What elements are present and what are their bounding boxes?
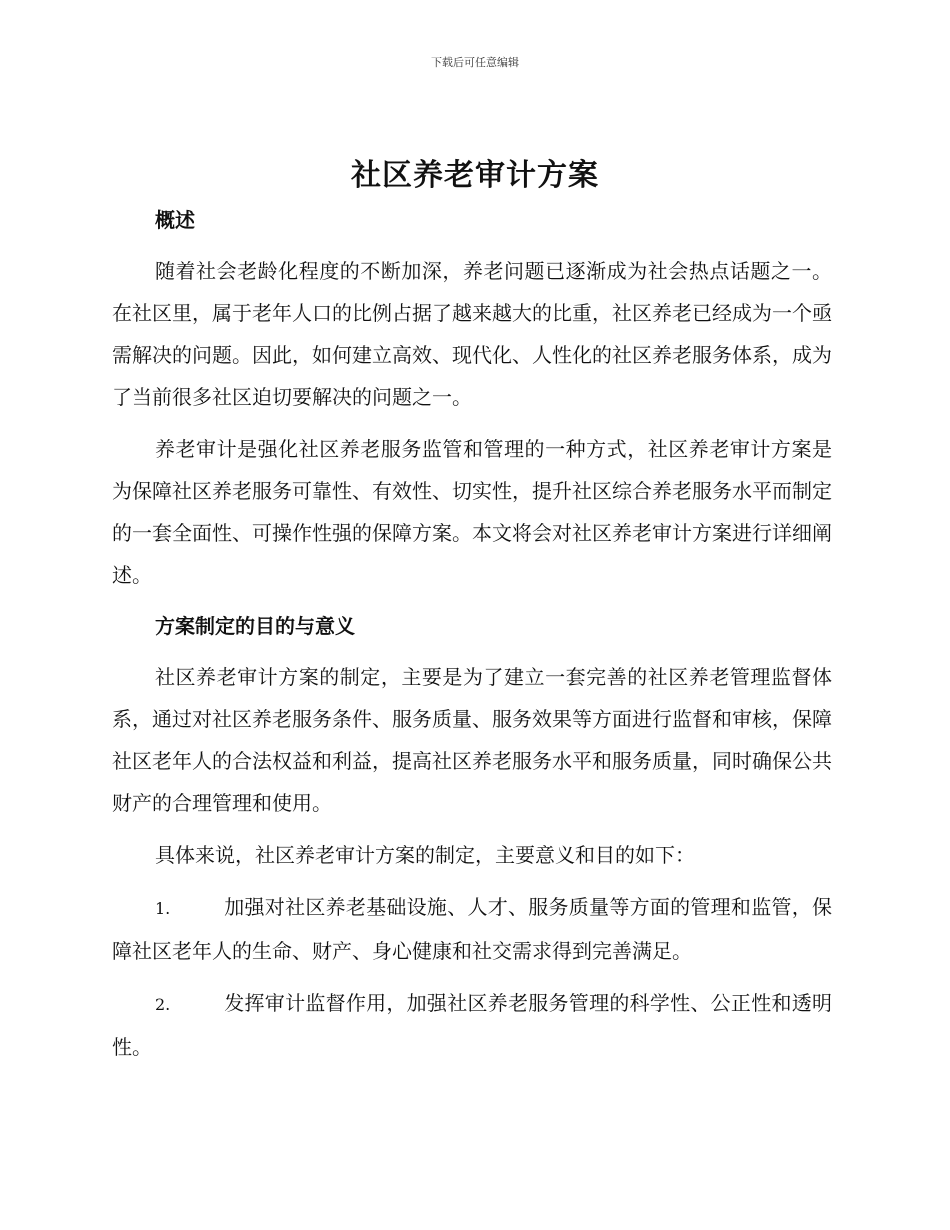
paragraph: 社区养老审计方案的制定，主要是为了建立一套完善的社区养老管理监督体系，通过对社区养老服务条件、服务质量、服务效果等方面进行监督和审核，保障社区老年人的合法权益和利益，提高社区养老服务水平和服务质量，同时确保公共财产的合理管理和使用。 [112,665,832,815]
list-number: 2. [155,995,171,1014]
list-number: 1. [155,899,171,918]
list-item [112,982,832,1068]
paragraph: 随着社会老龄化程度的不断加深，养老问题已逐渐成为社会热点话题之一。在社区里，属于老年人口的比例占据了越来越大的比重，社区养老已经成为一个亟需解决的问题。因此，如何建立高效、现代化、人性化的社区养老服务体系，成为了当前很多社区迫切要解决的问题之一。 [112,259,832,409]
list-item [112,886,832,972]
document-title: 社区养老审计方案 [351,158,599,193]
section-heading-overview: 概述 [155,208,195,232]
section-heading-purpose: 方案制定的目的与意义 [155,614,355,638]
document-body [112,200,832,1068]
list-text: 加强对社区养老基础设施、人才、服务质量等方面的管理和监管，保障社区老年人的生命、财产、身心健康和社交需求得到完善满足。 [112,895,832,963]
paragraph: 养老审计是强化社区养老服务监管和管理的一种方式，社区养老审计方案是为保障社区养老服务可靠性、有效性、切实性，提升社区综合养老服务水平而制定的一套全面性、可操作性强的保障方案。本文将会对社区养老审计方案进行详细阐述。 [112,437,832,587]
list-text: 发挥审计监督作用，加强社区养老服务管理的科学性、公正性和透明性。 [112,991,832,1059]
header-note: 下载后可任意编辑 [431,56,519,69]
paragraph: 具体来说，社区养老审计方案的制定，主要意义和目的如下： [155,843,695,867]
